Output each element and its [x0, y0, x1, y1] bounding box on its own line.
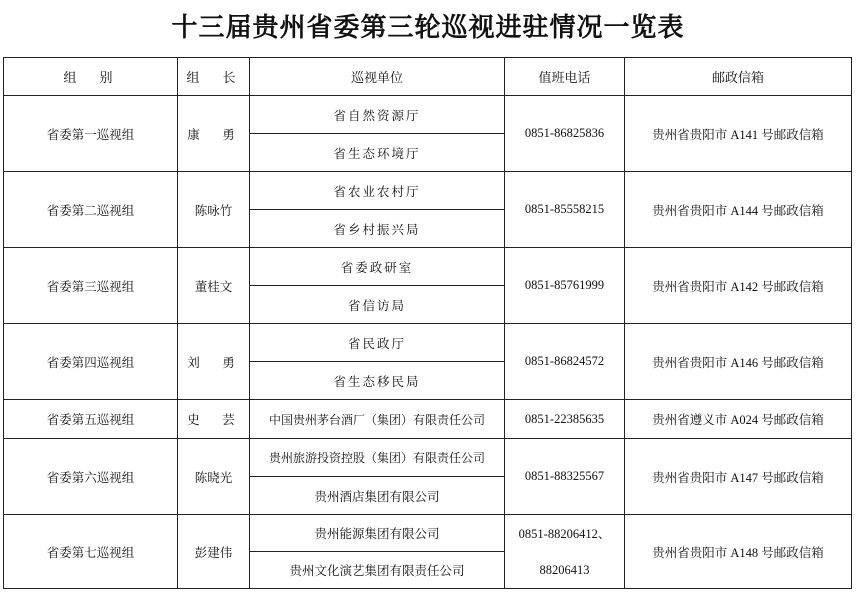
- group-leader: 康 勇: [178, 96, 250, 172]
- table-row: [4, 96, 852, 134]
- header-mailbox: 邮政信箱: [625, 58, 852, 96]
- mailbox-cell: 贵州省贵阳市 A148 号邮政信箱: [625, 515, 852, 589]
- table-row: [4, 439, 852, 477]
- unit-cell: 贵州能源集团有限公司: [250, 515, 505, 552]
- unit-cell: 省乡村振兴局: [250, 210, 505, 248]
- mailbox-cell: 贵州省贵阳市 A141 号邮政信箱: [625, 96, 852, 172]
- header-phone: 值班电话: [505, 58, 625, 96]
- mailbox-cell: 贵州省遵义市 A024 号邮政信箱: [625, 400, 852, 439]
- group-name: 省委第四巡视组: [4, 324, 178, 400]
- unit-cell: 省生态环境厅: [250, 134, 505, 172]
- phone-line: 0851-88206412、: [518, 526, 611, 541]
- phone-cell: 0851-22385635: [505, 400, 625, 439]
- table-row: [4, 248, 852, 286]
- group-leader: 陈晓光: [178, 439, 250, 515]
- group-name: 省委第六巡视组: [4, 439, 178, 515]
- unit-cell: 省委政研室: [250, 248, 505, 286]
- table-row: [4, 172, 852, 210]
- header-unit: 巡视单位: [250, 58, 505, 96]
- phone-cell: 0851-86825836: [505, 96, 625, 172]
- unit-cell: 贵州文化演艺集团有限责任公司: [250, 552, 505, 589]
- group-name: 省委第一巡视组: [4, 96, 178, 172]
- inspection-table: [3, 57, 852, 589]
- unit-cell: 省生态移民局: [250, 362, 505, 400]
- table-row: [4, 400, 852, 439]
- phone-cell: [505, 515, 625, 589]
- unit-cell: 省自然资源厅: [250, 96, 505, 134]
- phone-cell: 0851-85761999: [505, 248, 625, 324]
- header-group: 组 别: [4, 58, 178, 96]
- unit-cell: 贵州酒店集团有限公司: [250, 477, 505, 515]
- phone-line: 88206413: [539, 562, 590, 577]
- mailbox-cell: 贵州省贵阳市 A146 号邮政信箱: [625, 324, 852, 400]
- unit-cell: 省民政厅: [250, 324, 505, 362]
- phone-cell: 0851-85558215: [505, 172, 625, 248]
- unit-cell: 中国贵州茅台酒厂（集团）有限责任公司: [250, 400, 505, 439]
- table-row: [4, 324, 852, 362]
- group-leader: 史 芸: [178, 400, 250, 439]
- group-name: 省委第三巡视组: [4, 248, 178, 324]
- mailbox-cell: 贵州省贵阳市 A142 号邮政信箱: [625, 248, 852, 324]
- table-row: [4, 515, 852, 552]
- group-name: 省委第五巡视组: [4, 400, 178, 439]
- phone-cell: 0851-86824572: [505, 324, 625, 400]
- unit-cell: 省农业农村厅: [250, 172, 505, 210]
- group-name: 省委第七巡视组: [4, 515, 178, 589]
- group-name: 省委第二巡视组: [4, 172, 178, 248]
- header-leader: 组 长: [178, 58, 250, 96]
- group-leader: 董桂文: [178, 248, 250, 324]
- mailbox-cell: 贵州省贵阳市 A144 号邮政信箱: [625, 172, 852, 248]
- mailbox-cell: 贵州省贵阳市 A147 号邮政信箱: [625, 439, 852, 515]
- unit-cell: 省信访局: [250, 286, 505, 324]
- group-leader: 陈咏竹: [178, 172, 250, 248]
- group-leader: 彭建伟: [178, 515, 250, 589]
- header-row: [4, 58, 852, 96]
- phone-cell: 0851-88325567: [505, 439, 625, 515]
- unit-cell: 贵州旅游投资控股（集团）有限责任公司: [250, 439, 505, 477]
- page-title: 十三届贵州省委第三轮巡视进驻情况一览表: [171, 13, 685, 43]
- group-leader: 刘 勇: [178, 324, 250, 400]
